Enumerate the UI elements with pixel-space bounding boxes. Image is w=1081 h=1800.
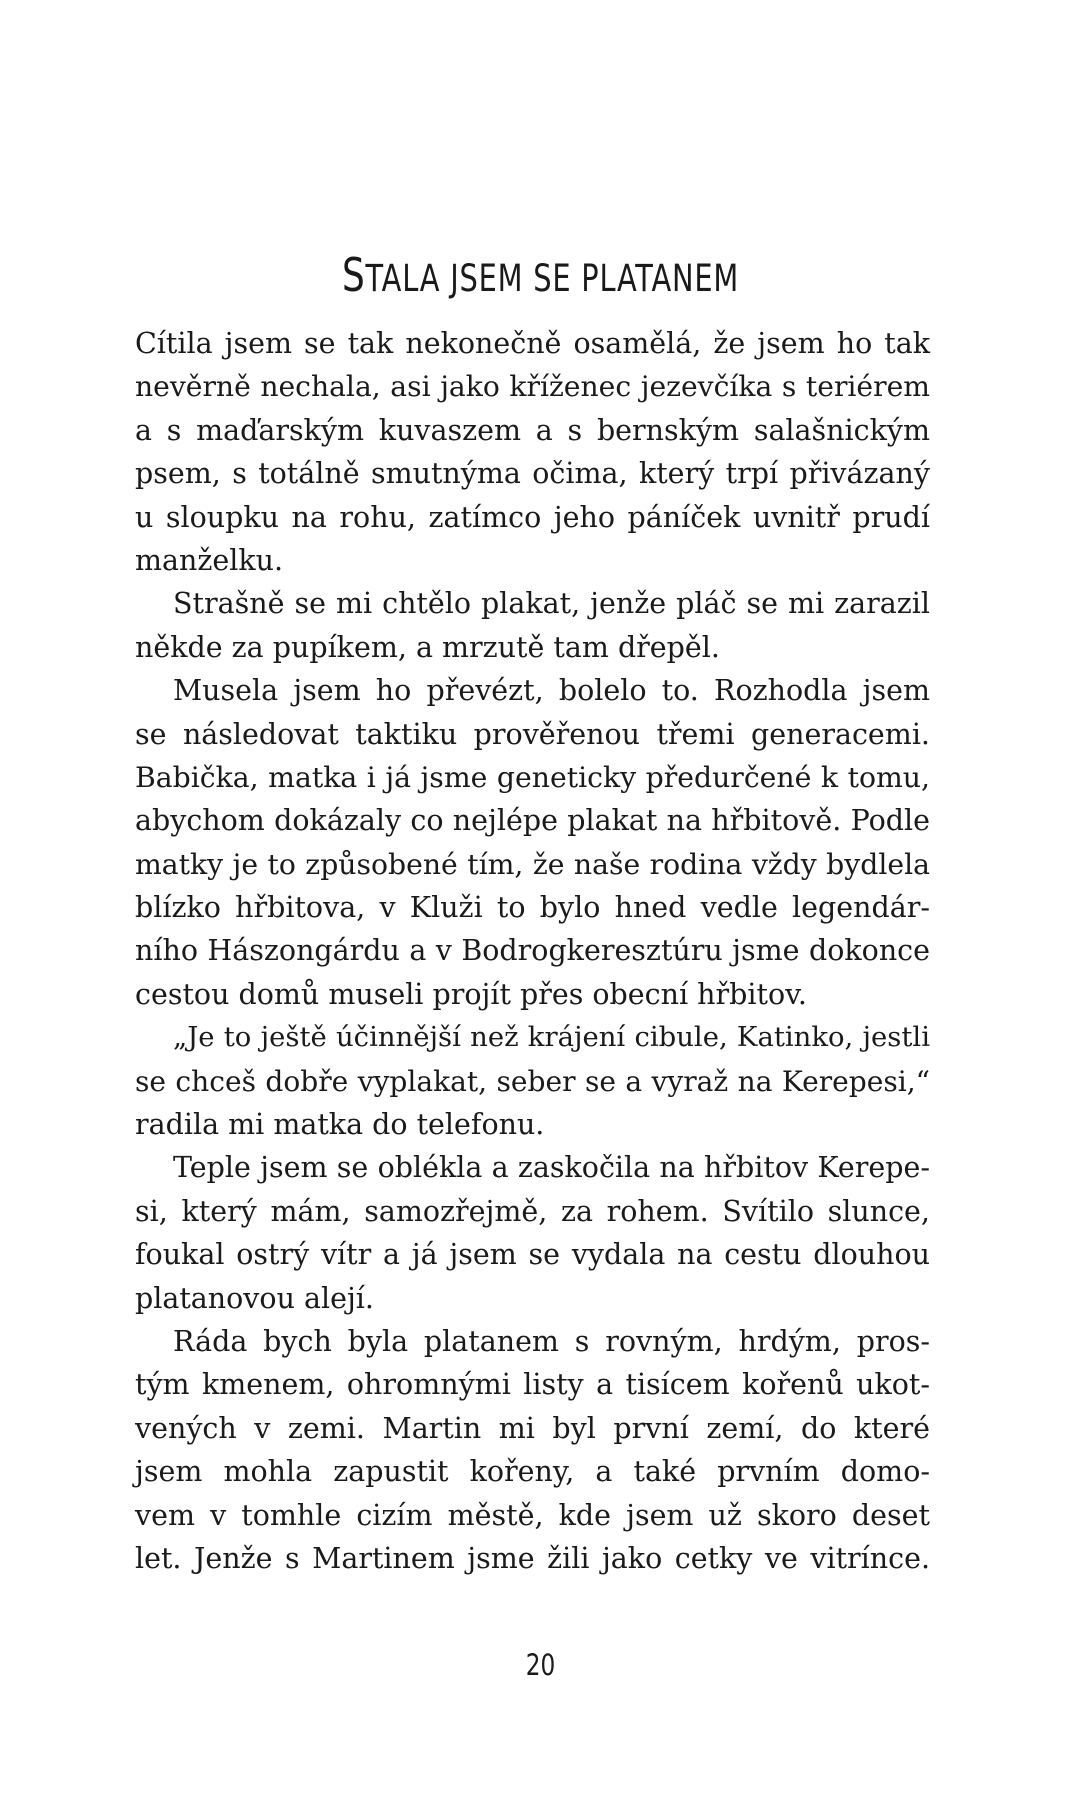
text-line: nevěrně nechala, asi jako kříženec jezevčíka s teriérem [135,370,930,404]
chapter-title [119,248,962,302]
paragraph [135,669,930,1016]
text-line: platanovou alejí. [135,1281,374,1315]
text-line: tým kmenem, ohromnými listy a tisícem kořenů ukot- [135,1368,930,1402]
page-number: 20 [525,1648,556,1682]
body-text [135,322,930,1580]
text-line: jsem mohla zapustit kořeny, a také prvním domo- [135,1455,930,1489]
text-line: se chceš dobře vyplakat, seber se a vyraž na Kerepesi,“ [135,1064,930,1098]
paragraph [135,582,930,669]
text-line: foukal ostrý vítr a já jsem se vydala na cestu dlouhou [135,1238,930,1272]
chapter-title-initial: S [341,248,366,302]
text-line: abychom dokázaly co nejlépe plakat na hřbitově. Podle [135,804,930,838]
text-line: radila mi matka do telefonu. [135,1108,545,1142]
text-line: psem, s totálně smutnýma očima, který trpí přivázaný [135,457,930,491]
text-line: cestou domů museli projít přes obecní hřbitov. [135,977,807,1011]
text-line: Strašně se mi chtělo plakat, jenže pláč se mi zarazil [173,587,930,621]
text-line: Ráda bych byla platanem s rovným, hrdým, pros- [173,1324,930,1358]
text-line: vem v tomhle cizím městě, kde jsem už skoro deset [135,1498,930,1532]
text-line: matky je to způsobené tím, že naše rodina vždy bydlela [135,847,930,881]
text-line: Teple jsem se oblékla a zaskočila na hřbitov Kerepe- [173,1151,930,1185]
text-line: „Je to ještě účinnější než krájení cibule, Katinko, jestli [173,1021,930,1054]
text-line: a s maďarským kuvaszem a s bernským salašnickým [135,413,930,447]
paragraph [135,322,930,582]
text-line: se následovat taktiku prověřenou třemi generacemi. [135,717,930,751]
text-line: Musela jsem ho převézt, bolelo to. Rozhodla jsem [173,674,930,708]
text-line: u sloupku na rohu, zatímco jeho páníček uvnitř prudí [135,500,930,534]
text-line: ního Hászongárdu a v Bodrogkeresztúru jsme dokonce [135,934,930,968]
text-line: někde za pupíkem, a mrzutě tam dřepěl. [135,630,720,664]
text-line: Cítila jsem se tak nekonečně osamělá, že jsem ho tak [135,327,930,360]
chapter-title-rest: TALA JSEM SE PLATANEM [365,257,740,300]
paragraph [135,1320,930,1580]
text-line: blízko hřbitova, v Kluži to bylo hned vedle legendár- [135,891,930,925]
text-line: Babička, matka i já jsme geneticky předurčené k tomu, [135,760,930,794]
text-line: manželku. [135,543,284,577]
paragraph [135,1016,930,1146]
text-line: let. Jenže s Martinem jsme žili jako cetky ve vitrínce. [135,1541,930,1575]
paragraph [135,1146,930,1320]
text-line: vených v zemi. Martin mi byl první zemí, do které [135,1411,930,1445]
text-line: si, který mám, samozřejmě, za rohem. Svítilo slunce, [135,1194,930,1228]
